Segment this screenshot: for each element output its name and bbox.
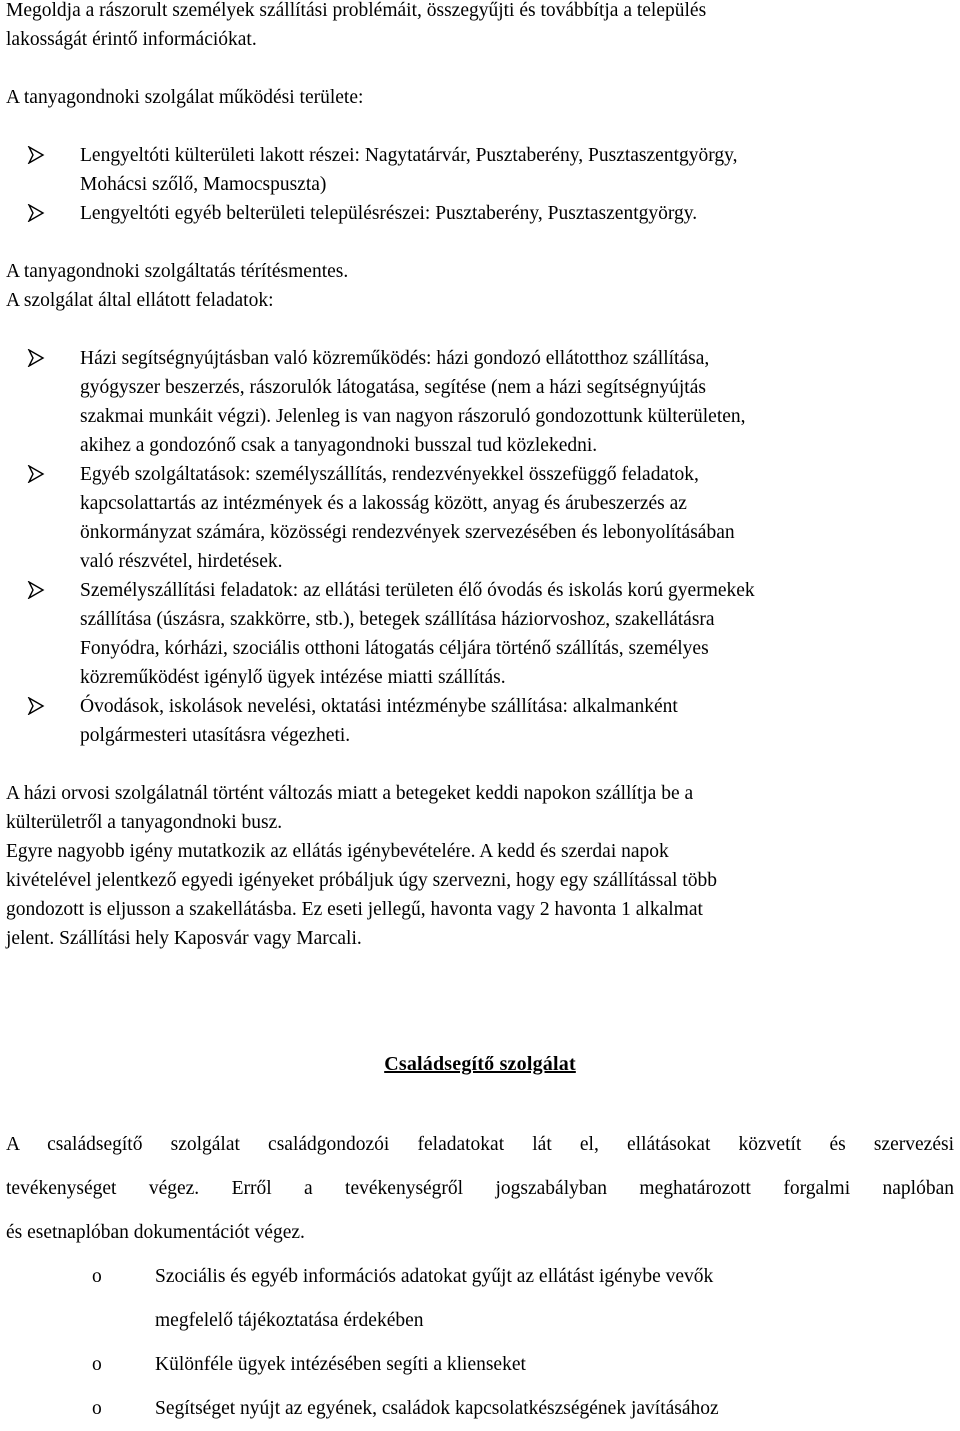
circle-bullet-icon: o <box>92 1266 102 1287</box>
transport-paragraph <box>6 779 954 953</box>
section-heading-wrap <box>6 1050 954 1079</box>
text-line: tevékenységet végez. Erről a tevékenységről jogszabályban meghatározott forgalmi naplóban <box>6 1178 954 1199</box>
text-line: Személyszállítási feladatok: az ellátási területen élő óvodás és iskolás korú gyermekek <box>80 580 755 601</box>
area-list <box>6 141 954 228</box>
family-service-paragraph <box>6 1123 954 1255</box>
text-line: önkormányzat számára, közösségi rendezvények szervezésében és lebonyolításában <box>80 522 735 543</box>
text-line: külterületről a tanyagondnoki busz. <box>6 812 283 833</box>
tasks-list <box>6 344 954 750</box>
text-line: és esetnaplóban dokumentációt végez. <box>6 1222 305 1243</box>
text-line: A családsegítő szolgálat családgondozói feladatokat lát el, ellátásokat közvetít és szervezési <box>6 1134 954 1155</box>
list-item <box>6 576 954 692</box>
text-line: Szociális és egyéb információs adatokat gyűjt az ellátást igénybe vevők <box>155 1266 714 1287</box>
text-line: megfelelő tájékoztatása érdekében <box>155 1310 424 1331</box>
list-item <box>6 1255 954 1343</box>
area-title: A tanyagondnoki szolgálat működési területe: <box>6 87 364 108</box>
tasks-title: A szolgálat által ellátott feladatok: <box>6 290 274 311</box>
text-line: Egyre nagyobb igény mutatkozik az ellátás igénybevételére. A kedd és szerdai napok <box>6 841 669 862</box>
text-line: Házi segítségnyújtásban való közreműködés: házi gondozó ellátotthoz szállítása, <box>80 348 710 369</box>
text-line: akihez a gondozónő csak a tanyagondnoki busszal tud közlekedni. <box>80 435 598 456</box>
text-line: polgármesteri utasításra végezheti. <box>80 725 351 746</box>
text-line: Segítséget nyújt az egyének, családok kapcsolatkészségének javításához <box>155 1398 719 1419</box>
text-line: lakosságát érintő információkat. <box>6 29 257 50</box>
circle-bullet-icon: o <box>92 1354 102 1375</box>
arrow-bullet-icon <box>27 146 45 164</box>
family-service-list <box>6 1255 954 1431</box>
list-item <box>6 199 954 228</box>
text-line: Lengyeltóti egyéb belterületi településrészei: Pusztaberény, Pusztaszentgyörgy. <box>80 203 698 224</box>
text-line: gyógyszer beszerzés, rászorulók látogatása, segítése (nem a házi segítségnyújtás <box>80 377 706 398</box>
text-line: Fonyódra, kórházi, szociális otthoni látogatás céljára történő szállítás, személyes <box>80 638 709 659</box>
list-item <box>6 344 954 460</box>
arrow-bullet-icon <box>27 465 45 483</box>
arrow-bullet-icon <box>27 204 45 222</box>
text-line: gondozott is eljusson a szakellátásba. Ez eseti jellegű, havonta vagy 2 havonta 1 alkalmat <box>6 899 703 920</box>
list-item <box>6 1343 954 1387</box>
arrow-bullet-icon <box>27 697 45 715</box>
section-heading: Családsegítő szolgálat <box>384 1053 576 1075</box>
list-item <box>6 460 954 576</box>
list-item <box>6 1387 954 1431</box>
list-item <box>6 692 954 750</box>
text-line: szakmai munkáit végzi). Jelenleg is van nagyon rászoruló gondozottunk külterületen, <box>80 406 746 427</box>
text-line: közreműködést igénylő ügyek intézése miatti szállítás. <box>80 667 506 688</box>
text-line: kivételével jelentkező egyedi igényeket próbáljuk úgy szervezni, hogy egy szállítással több <box>6 870 717 891</box>
text-line: Lengyeltóti külterületi lakott részei: Nagytatárvár, Pusztaberény, Pusztaszentgyörgy, <box>80 145 738 166</box>
intro-paragraph <box>6 0 954 54</box>
text-line: Különféle ügyek intézésében segíti a klienseket <box>155 1354 526 1375</box>
list-item <box>6 141 954 199</box>
text-line: Megoldja a rászorult személyek szállítási problémáit, összegyűjti és továbbítja a település <box>6 0 707 21</box>
text-line: Egyéb szolgáltatások: személyszállítás, rendezvényekkel összefüggő feladatok, <box>80 464 699 485</box>
document-page <box>6 0 954 1431</box>
arrow-bullet-icon <box>27 349 45 367</box>
text-line: Mohácsi szőlő, Mamocspuszta) <box>80 174 327 195</box>
text-line: való részvétel, hirdetések. <box>80 551 283 572</box>
free-service-note: A tanyagondnoki szolgáltatás térítésmentes. <box>6 261 349 282</box>
text-line: Óvodások, iskolások nevelési, oktatási intézménybe szállítása: alkalmanként <box>80 696 678 717</box>
text-line: szállítása (úszásra, szakkörre, stb.), betegek szállítása háziorvoshoz, szakellátásra <box>80 609 715 630</box>
text-line: A házi orvosi szolgálatnál történt változás miatt a betegeket keddi napokon szállítja be a <box>6 783 694 804</box>
arrow-bullet-icon <box>27 581 45 599</box>
circle-bullet-icon: o <box>92 1398 102 1419</box>
text-line: kapcsolattartás az intézmények és a lakosság között, anyag és árubeszerzés az <box>80 493 687 514</box>
text-line: jelent. Szállítási hely Kaposvár vagy Marcali. <box>6 928 362 949</box>
